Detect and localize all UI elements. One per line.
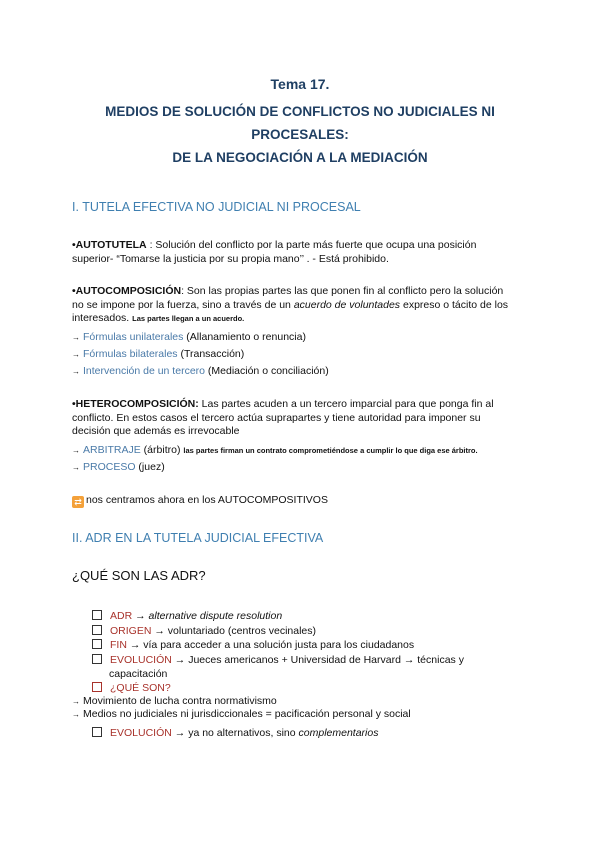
heterocomposicion-term: •HETEROCOMPOSICIÓN: [72,398,199,410]
autocomposicion-item-3 [72,365,329,378]
adr-checklist-item [92,625,316,638]
autocomposicion-text-2c: expreso o tácito de los [400,298,509,311]
autocomposicion-small: Las partes llegan a un acuerdo. [132,314,245,323]
autocomposicion-item-2 [72,348,244,361]
title-line-3: DE LA NEGOCIACIÓN A LA MEDIACIÓN [172,150,428,165]
proceso-label: PROCESO [83,461,136,473]
evolucion-key: EVOLUCIÓN [110,727,172,739]
arrow: → [151,625,168,637]
bullet-text: Movimiento de lucha contra normativismo [83,695,277,707]
arrow: → [126,639,144,651]
arrow-right-icon: → [72,333,80,342]
checkbox-icon[interactable] [92,682,102,692]
autocomposicion-text-1: : Son las propias partes las que ponen fin al conflicto pero la solución [181,285,504,297]
item-key: FIN [110,639,127,651]
arbitraje-paren: (árbitro) [140,444,184,456]
item-value: vía para acceder a una solución justa para los ciudadanos [143,639,415,651]
arrow: → [171,654,189,666]
autocomposicion-item-1 [72,331,306,344]
arrow-right-icon: → [72,446,80,455]
item-label: Fórmulas unilaterales [83,331,184,343]
item-detail: (Allanamiento o renuncia) [183,331,306,343]
item-value: alternative dispute resolution [148,610,283,622]
checkbox-icon[interactable] [92,654,102,664]
arrow-right-icon: → [72,463,80,472]
autotutela-text-1: : Solución del conflicto por la parte más fuerte que ocupa una posición [146,239,477,251]
checkbox-icon[interactable] [92,625,102,635]
proceso-item [72,461,165,474]
item-key: EVOLUCIÓN [110,654,172,666]
arrow-right-icon: → [72,710,80,719]
item-detail: (Mediación o conciliación) [205,365,329,377]
shuffle-icon: ⇄ [72,496,84,508]
arbitraje-small: las partes firman un contrato comprometiéndose a cumplir lo que diga ese árbitro. [183,446,478,455]
adr-question: ¿QUÉ SON LAS ADR? [72,568,206,583]
document-title [60,76,540,169]
item-key: ADR [110,610,133,622]
autotutela-paragraph [72,239,542,266]
autocomposicion-text-2a: no se impone por la fuerza, sino a través de un [72,298,294,311]
arrow-right-icon: → [72,367,80,376]
note-text: nos centramos ahora en los AUTOCOMPOSITIVOS [86,494,328,506]
que-son-bullet-2 [72,708,411,721]
autocompositivos-note [72,494,328,508]
section-1-heading: I. TUTELA EFECTIVA NO JUDICIAL NI PROCESAL [72,200,361,214]
arbitraje-item [72,444,478,457]
checkbox-icon[interactable] [92,639,102,649]
title-line-2: PROCESALES: [251,127,349,142]
adr-checklist-item [92,610,282,623]
title-line-1: MEDIOS DE SOLUCIÓN DE CONFLICTOS NO JUDICIALES NI [105,104,495,119]
autocomposicion-text-3: interesados. [72,312,133,324]
adr-checklist-continuation: capacitación [109,668,168,680]
item-detail: (Transacción) [177,348,245,360]
autocomposicion-text-2b: acuerdo de voluntades [293,298,401,311]
heterocomposicion-text-2: conflicto. En estos casos el tercero actúa suprapartes y tiene autoridad para imponer su [72,411,481,424]
adr-checklist-item [92,639,414,652]
item-value: voluntariado (centros vecinales) [167,625,317,637]
autocomposicion-paragraph [72,285,542,326]
adr-checklist-item [92,654,464,667]
item-label: Fórmulas bilaterales [83,348,178,360]
arrow-right-icon: → [72,350,80,359]
evolucion-text: ya no alternativos, sino [188,727,299,739]
item-value: Jueces americanos + Universidad de Harvard → técnicas y [188,654,464,666]
section-2-heading: II. ADR EN LA TUTELA JUDICIAL EFECTIVA [72,531,324,545]
que-son-item [92,682,171,695]
item-label: Intervención de un tercero [83,365,205,377]
evolucion-item [92,727,378,740]
heterocomposicion-text-1: Las partes acuden a un tercero imparcial para que ponga fin al [198,398,494,410]
proceso-paren: (juez) [135,461,165,473]
bullet-text: Medios no judiciales ni jurisdiccionales = pacificación personal y social [83,708,411,720]
autotutela-term: •AUTOTUTELA [72,239,147,251]
evolucion-italic: complementarios [298,727,379,739]
que-son-bullet-1 [72,695,277,708]
item-key: ORIGEN [110,625,152,637]
autotutela-text-2: superior- “Tomarse la justicia por su propia mano’’ . - Está prohibido. [72,252,389,265]
checkbox-icon[interactable] [92,610,102,620]
heterocomposicion-paragraph [72,398,542,439]
arrow-right-icon: → [72,697,80,706]
checkbox-icon[interactable] [92,727,102,737]
autocomposicion-term: •AUTOCOMPOSICIÓN [72,285,182,297]
que-son-label: ¿QUÉ SON? [110,682,171,694]
arbitraje-label: ARBITRAJE [83,444,141,456]
tema-number: Tema 17. [270,76,330,92]
heterocomposicion-text-3: decisión que además es irrevocable [72,425,240,437]
arrow: → [132,610,149,622]
arrow: → [171,727,189,739]
